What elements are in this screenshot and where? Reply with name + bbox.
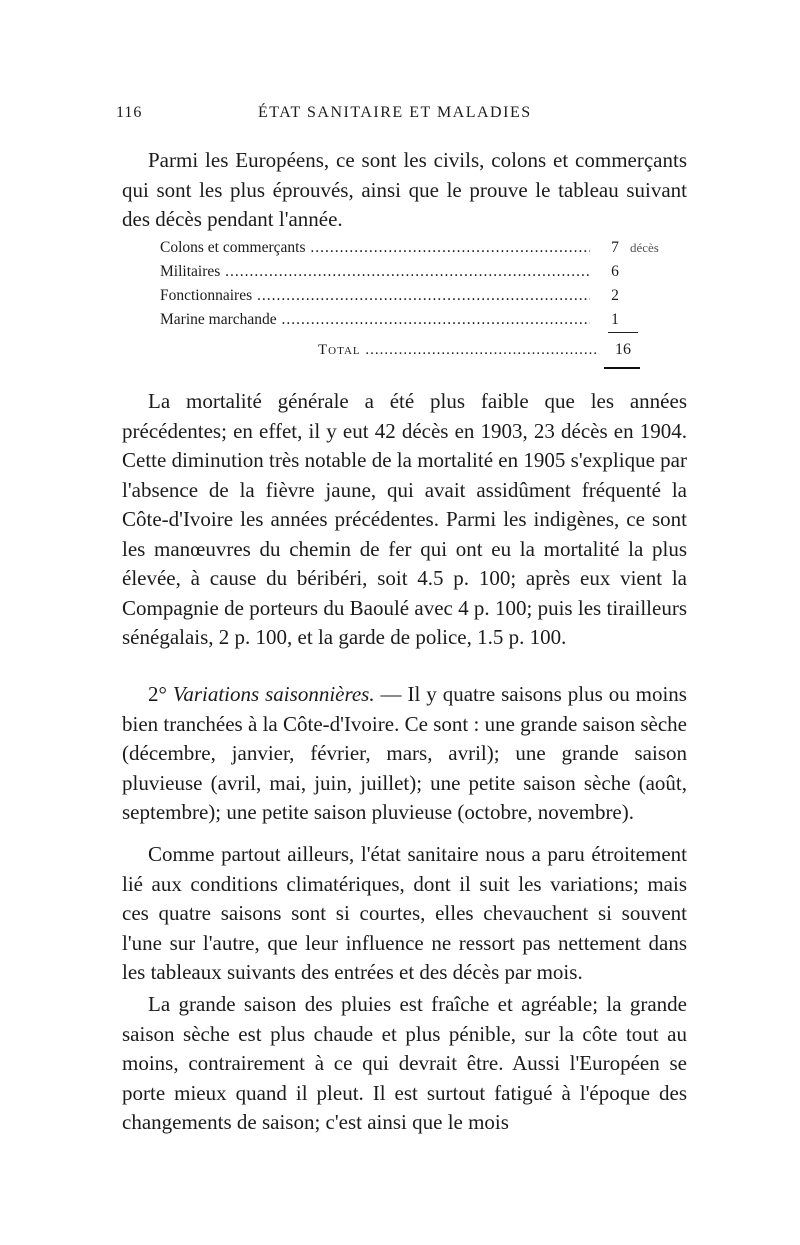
row-value: 1 (611, 311, 619, 328)
row-label: Marine marchande ..... (160, 308, 590, 332)
row-value: 6 (611, 263, 619, 280)
paragraph-seasonal-text: — Il y quatre saisons plus ou moins bien tranchées à la Côte-d'Ivoire. Ce sont : une grande saison sèche (décembre, janvier, février, mars, avril); une grande saison pluvieuse (avril, mai, juin, juillet); une petite saison sèche (août, septembre); une petite saison pluvieuse (octobre, novembre). (122, 682, 687, 824)
sum-rule (608, 332, 638, 333)
paragraph-intro-text: Parmi les Européens, ce sont les civils, colons et commerçants qui sont les plus éprouvés, ainsi que le prouve le tableau suivant des décès pendant l'année. (122, 148, 687, 231)
row-label: Militaires ..... (160, 260, 590, 284)
row-label: Fonctionnaires ..... (160, 284, 590, 308)
total-label: Total ..... (318, 338, 598, 362)
table-total-row (318, 338, 688, 362)
paragraph-mortality-text: La mortalité générale a été plus faible que les années précédentes; en effet, il y eut 42 décès en 1903, 23 décès en 1904. Cette diminution très notable de la mortalité en 1905 s'explique par l'absence de la fièvre jaune, qui avait assidûment fréquenté la Côte-d'Ivoire les années précédentes. Parmi les indigènes, ce sont les manœuvres du chemin de fer qui ont eu la mortalité la plus élevée, à cause du béribéri, soit 4.5 p. 100; après eux vient la Compagnie de porteurs du Baoulé avec 4 p. 100; puis les tirailleurs sénégalais, 2 p. 100, et la garde de police, 1.5 p. 100. (122, 389, 687, 649)
total-underline (604, 367, 640, 369)
table-row (160, 260, 680, 284)
row-value: 7 (611, 239, 619, 256)
page-number: 116 (116, 104, 143, 121)
paragraph-seasonal-variations (122, 680, 687, 828)
paragraph-mortality (122, 387, 687, 653)
paragraph-rainy-season (122, 990, 687, 1138)
running-title: ÉTAT SANITAIRE ET MALADIES (258, 104, 532, 121)
table-row (160, 236, 680, 260)
table-row (160, 308, 680, 332)
row-label: Colons et commerçants ..... (160, 236, 590, 260)
deaths-table (160, 236, 680, 332)
row-unit: décès (630, 240, 659, 255)
section-number: 2° (148, 682, 173, 706)
paragraph-intro (122, 146, 687, 235)
running-header (116, 104, 686, 134)
total-value: 16 (615, 341, 631, 358)
paragraph-rainy-text: La grande saison des pluies est fraîche et agréable; la grande saison sèche est plus chaude et plus pénible, sur la côte tout au moins, contrairement à ce qui devrait être. Aussi l'Européen se porte mieux quand il pleut. Il est surtout fatigué à l'époque des changements de saison; c'est ainsi que le mois (122, 992, 687, 1134)
section-heading: Variations saisonnières. (172, 682, 375, 706)
paragraph-climate-text: Comme partout ailleurs, l'état sanitaire nous a paru étroitement lié aux conditions climatériques, dont il suit les variations; mais ces quatre saisons sont si courtes, elles chevauchent si souvent l'une sur l'autre, que leur influence ne ressort pas nettement dans les tableaux suivants des entrées et des décès par mois. (122, 842, 687, 984)
table-row (160, 284, 680, 308)
row-value: 2 (611, 287, 619, 304)
paragraph-climate (122, 840, 687, 988)
